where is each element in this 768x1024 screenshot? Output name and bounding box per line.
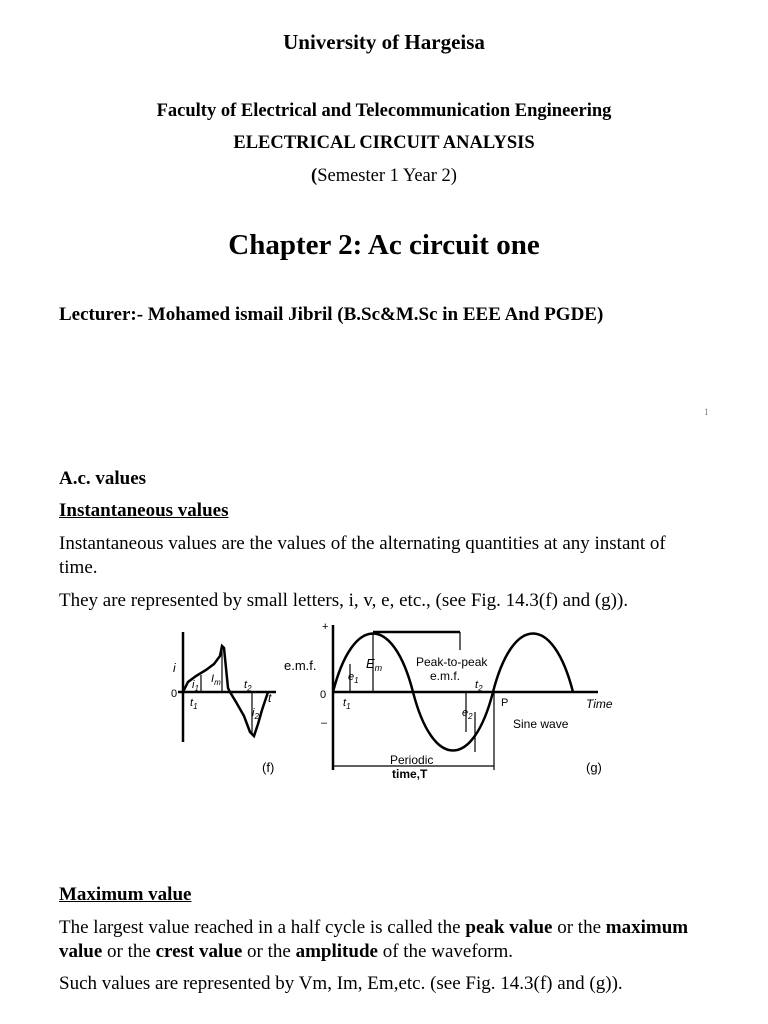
figure-f <box>171 632 276 775</box>
maximum-heading: Maximum value <box>59 884 192 905</box>
instantaneous-paragraph-1: Instantaneous values are the values of the alternating quantities at any instant of time. <box>59 533 666 578</box>
f-t-axis-label: t <box>268 691 272 705</box>
g-periodic-time-label: time,T <box>392 767 428 781</box>
page-number: 1 <box>704 407 709 417</box>
f-zero-label: 0 <box>171 688 178 700</box>
semester-line <box>0 166 768 187</box>
g-minus-label: – <box>321 717 328 729</box>
g-caption: (g) <box>586 760 602 775</box>
g-time-label: Time <box>586 697 613 711</box>
semester-text: Semester 1 Year 2) <box>317 166 457 186</box>
waveform-figure <box>168 620 616 790</box>
instantaneous-heading: Instantaneous values <box>59 500 229 521</box>
chapter-title: Chapter 2: Ac circuit one <box>228 229 540 261</box>
f-caption: (f) <box>262 760 275 775</box>
semester-paren: ( <box>311 166 318 186</box>
instantaneous-paragraph-2: They are represented by small letters, i, v, e, etc., (see Fig. 14.3(f) and (g)). <box>59 590 629 611</box>
g-p-label: P <box>501 697 509 709</box>
f-im-label: $I_m$ <box>211 673 221 687</box>
g-t2-label: $t_2$ <box>475 679 483 693</box>
f-i2-label: $i_2$ <box>252 707 259 721</box>
f-t1-label: $t_1$ <box>190 697 198 711</box>
g-emf-label: e.m.f. <box>284 658 317 673</box>
g-peak-to-peak-label: Peak-to-peak <box>416 655 488 669</box>
maximum-paragraph-1: The largest value reached in a half cycle is called the peak value or the maximum value or the crest value or the amplitude of the waveform. <box>59 917 689 962</box>
faculty-name: Faculty of Electrical and Telecommunication Engineering <box>156 101 612 121</box>
f-i-axis-label: i <box>173 661 176 675</box>
f-t2-label: $t_2$ <box>244 679 252 693</box>
g-periodic-label: Periodic <box>390 753 434 767</box>
section-heading: A.c. values <box>59 468 147 489</box>
g-plus-label: + <box>322 621 329 633</box>
g-zero-label: 0 <box>320 689 327 701</box>
g-sine-wave-label: Sine wave <box>513 717 569 731</box>
g-peak-emf-label: e.m.f. <box>430 669 461 683</box>
lecturer-line: Lecturer:- Mohamed ismail Jibril (B.Sc&M.Sc in EEE And PGDE) <box>59 304 604 325</box>
g-e1-label: $e_1$ <box>348 671 359 685</box>
figure-g <box>284 621 613 781</box>
g-t1-label: $t_1$ <box>343 697 351 711</box>
course-name: ELECTRICAL CIRCUIT ANALYSIS <box>233 133 535 153</box>
f-i1-label: $i_1$ <box>192 679 199 693</box>
g-e2-label: $e_2$ <box>462 707 473 721</box>
g-em-label: $E_m$ <box>366 656 383 673</box>
university-title: University of Hargeisa <box>283 30 485 54</box>
maximum-paragraph-2: Such values are represented by Vm, Im, Em,etc. (see Fig. 14.3(f) and (g)). <box>59 973 623 994</box>
